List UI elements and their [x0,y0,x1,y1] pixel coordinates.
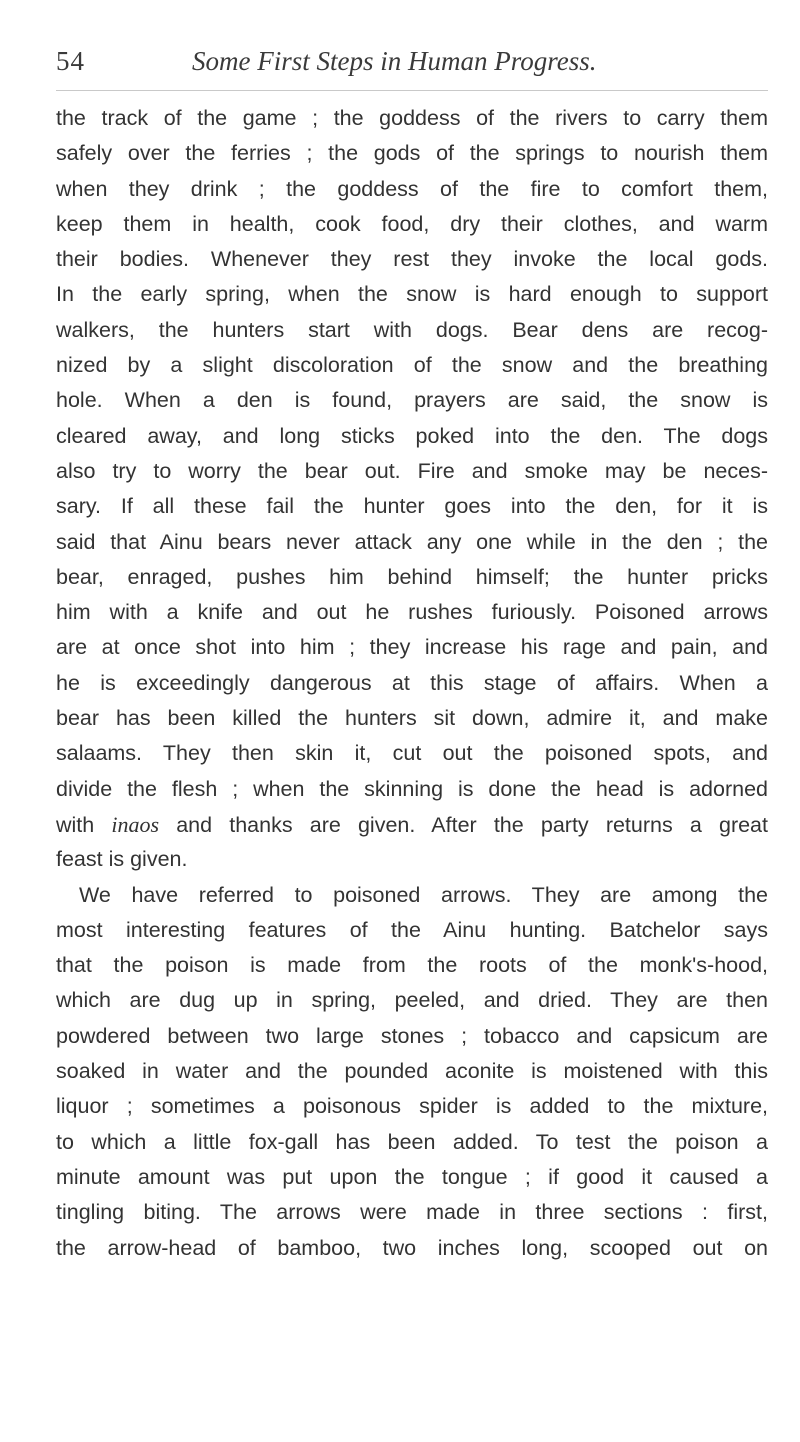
book-page [56,40,768,1266]
text-line: liquor ; sometimes a poisonous spider is added to the mixture, [56,1094,768,1119]
text-run: and thanks are given. After the party returns a great [159,812,768,837]
text-line: most interesting features of the Ainu hunting. Batchelor says [56,917,768,942]
text-line: salaams. They then skin it, cut out the poisoned spots, and [56,741,768,766]
text-line: nized by a slight discoloration of the snow and the breathing [56,353,768,378]
text-line: hole. When a den is found, prayers are said, the snow is [56,388,768,413]
text-line: the track of the game ; the goddess of the rivers to carry them [56,106,768,130]
running-head [56,40,768,91]
running-title: Some First Steps in Human Progress. [192,46,597,76]
page-number: 54 [56,46,85,76]
text-line: bear has been killed the hunters sit down, admire it, and make [56,706,768,731]
text-line: walkers, the hunters start with dogs. Bear dens are recog- [56,317,768,342]
text-line: said that Ainu bears never attack any one while in the den ; the [56,529,768,554]
text-line: their bodies. Whenever they rest they invoke the local gods. [56,247,768,272]
italic-term-inaos: inaos [111,811,160,837]
text-line: are at once shot into him ; they increase his rage and pain, and [56,635,768,660]
text-line: the arrow-head of bamboo, two inches long, scooped out on [56,1235,768,1260]
text-line-with-italic [56,807,768,842]
paragraph-1 [56,101,768,878]
text-line: him with a knife and out he rushes furiously. Poisoned arrows [56,600,768,625]
paragraph-2 [56,878,768,1266]
text-line: soaked in water and the pounded aconite is moistened with this [56,1059,768,1084]
text-line: when they drink ; the goddess of the fire to comfort them, [56,176,768,201]
text-line: bear, enraged, pushes him behind himself; the hunter pricks [56,564,768,589]
text-line: to which a little fox-gall has been added. To test the poison a [56,1129,768,1154]
text-line: We have referred to poisoned arrows. They are among the [79,882,768,907]
text-line: feast is given. [56,847,188,872]
text-line: that the poison is made from the roots of the monk's-hood, [56,953,768,978]
text-line: keep them in health, cook food, dry their clothes, and warm [56,211,768,236]
text-line: cleared away, and long sticks poked into the den. The dogs [56,423,768,448]
text-line: also try to worry the bear out. Fire and smoke may be neces- [56,458,768,483]
text-line: divide the flesh ; when the skinning is done the head is adorned [56,776,768,801]
text-line: powdered between two large stones ; tobacco and capsicum are [56,1023,768,1048]
text-line: safely over the ferries ; the gods of the springs to nourish them [56,141,768,166]
text-line: minute amount was put upon the tongue ; if good it caused a [56,1164,768,1189]
text-line: he is exceedingly dangerous at this stage of affairs. When a [56,670,768,695]
text-line: In the early spring, when the snow is hard enough to support [56,282,768,307]
text-run: with [56,812,112,837]
text-line: tingling biting. The arrows were made in three sections : first, [56,1200,768,1225]
text-line: which are dug up in spring, peeled, and dried. They are then [56,988,768,1013]
text-line: sary. If all these fail the hunter goes into the den, for it is [56,494,768,519]
body-text [56,101,768,1266]
